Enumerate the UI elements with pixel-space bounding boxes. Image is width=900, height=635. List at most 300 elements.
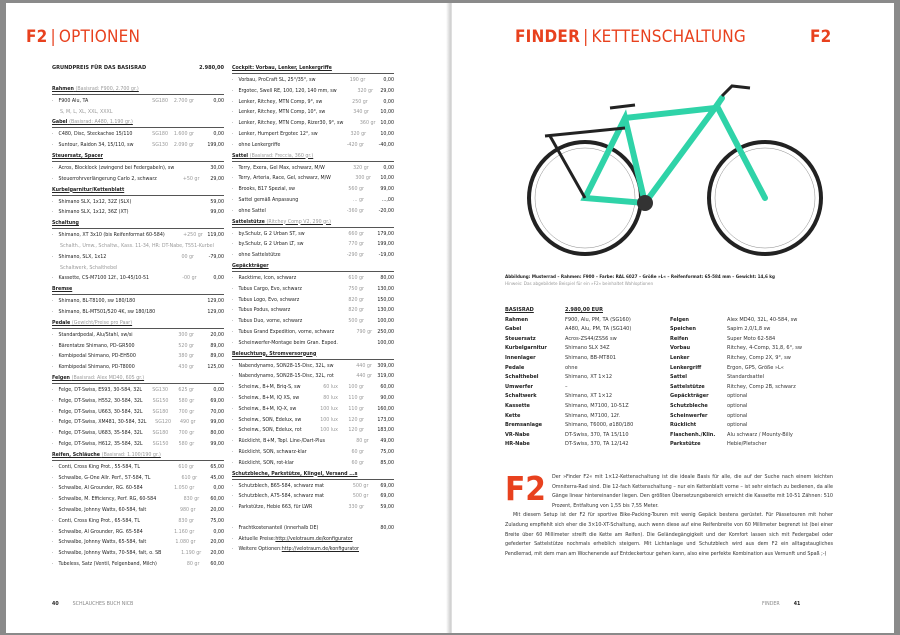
spec-row bbox=[670, 364, 802, 374]
option-name: · Felge, DT-Swiss, H552, 30-584, 32L bbox=[52, 396, 143, 407]
price: 199,00 bbox=[207, 142, 224, 149]
option-row bbox=[232, 239, 394, 250]
weight: 625 gr bbox=[178, 386, 195, 393]
lux-value bbox=[312, 229, 338, 240]
option-row bbox=[52, 559, 224, 570]
weight: -360 gr bbox=[346, 207, 364, 214]
stiffness-grade bbox=[142, 207, 168, 218]
stiffness-grade bbox=[161, 548, 181, 559]
spec-label: Umwerfer bbox=[505, 383, 533, 390]
bike-frame bbox=[585, 98, 765, 203]
option-name: · Aktuelle Preise: bbox=[232, 534, 275, 545]
weight: 440 gr bbox=[356, 373, 372, 380]
option-name: · Schutzblech, B65-584, schwarz mat bbox=[232, 481, 324, 492]
spec-value: Acros-ZS44/ZS56 sw bbox=[565, 335, 617, 342]
option-name: · Felge, DT-Swiss, H612, 35-584, 32L bbox=[52, 439, 143, 450]
lux-value bbox=[312, 206, 338, 217]
price: 99,00 bbox=[380, 186, 394, 193]
option-row bbox=[52, 527, 224, 538]
option-row bbox=[52, 548, 224, 559]
left-page bbox=[6, 3, 448, 633]
option-name: · Acros, Blocklock (zwingend bei Federgabeln), sw bbox=[52, 163, 174, 174]
option-row bbox=[232, 502, 394, 513]
option-row bbox=[232, 173, 394, 184]
weight: 820 gr bbox=[348, 296, 364, 303]
price: 69,00 bbox=[210, 397, 224, 404]
spec-row bbox=[670, 335, 802, 345]
option-row bbox=[232, 491, 394, 502]
weight: 700 gr bbox=[178, 430, 195, 437]
lux-value: 100 lux bbox=[320, 416, 338, 423]
option-row bbox=[52, 473, 224, 484]
section-header bbox=[52, 185, 224, 196]
spec-label: Sattel bbox=[670, 374, 687, 381]
option-name: · Conti, Cross King Prot., 55-584, TL bbox=[52, 462, 142, 473]
lux-value bbox=[312, 250, 338, 261]
spec-row bbox=[670, 412, 802, 422]
weight: 830 gr bbox=[183, 496, 200, 503]
price: 29,00 bbox=[210, 175, 225, 182]
spec-value: Hebie/Pletscher bbox=[727, 441, 767, 448]
price: 20,00 bbox=[210, 506, 224, 513]
spec-value: Ritchey, Comp 2X, 9°, sw bbox=[727, 354, 791, 361]
spec-value: Shimano, M7100, 10-51Z bbox=[565, 402, 629, 409]
option-name: · Ergotec, Swell RE, 100, 120, 140 mm, sw bbox=[232, 86, 337, 97]
photo-caption: Abbildung: Musterrad – Rahmen: F900 – Farbe: RAL 6027 – Größe »L« – Reifenformat: 65-584 mm – Gewicht: 14,6 kg Hinweis: Das abgebildete Beispiel für ein »F2« beinhaltet Wahloptionen bbox=[505, 275, 775, 287]
option-name: · Schwalbe, G-One Allr. Perf., 57-584, TL bbox=[52, 473, 150, 484]
spec-value: optional bbox=[727, 412, 748, 419]
weight: +250 gr bbox=[183, 232, 203, 239]
stiffness-grade: SG130 bbox=[152, 142, 168, 149]
stiffness-grade bbox=[142, 516, 168, 527]
option-name: · Standardpedal, Alu/Stahl, sw/si bbox=[52, 330, 142, 341]
option-name: · Schwalbe, Johnny Watts, 70-584, falt, o. SB bbox=[52, 548, 161, 559]
section-title: Steuersatz, Spacer bbox=[52, 152, 103, 159]
spec-row bbox=[670, 402, 802, 412]
option-name: · Rücklicht, SON, schwarz-klar bbox=[232, 447, 312, 458]
option-row bbox=[52, 230, 224, 241]
option-row bbox=[52, 341, 224, 352]
model-tag: F2 bbox=[810, 27, 832, 47]
spec-value: Standardsattel bbox=[727, 374, 765, 381]
price: 20,00 bbox=[210, 331, 224, 338]
option-row bbox=[232, 140, 394, 151]
stiffness-grade bbox=[174, 163, 190, 174]
lux-value bbox=[325, 107, 347, 118]
weight: 500 gr bbox=[348, 318, 364, 325]
spec-value: optional bbox=[727, 422, 748, 429]
weight: 750 gr bbox=[348, 285, 364, 292]
weight: 820 gr bbox=[348, 307, 364, 314]
stiffness-grade bbox=[142, 351, 168, 362]
option-row bbox=[232, 86, 394, 97]
weight bbox=[342, 523, 366, 534]
option-name: · Nabendynamo, SON28-15-Disc, 32L, sw bbox=[232, 361, 334, 372]
price: 0,00 bbox=[213, 485, 224, 492]
weight: 1.160 gr bbox=[174, 528, 195, 535]
weight: 790 gr bbox=[356, 328, 373, 335]
weight: 360 gr bbox=[359, 120, 376, 127]
option-name: · Brooks, B17 Spezial, sw bbox=[232, 184, 312, 195]
stiffness-grade: SG120 bbox=[155, 419, 171, 426]
price: 0,00 bbox=[213, 528, 224, 535]
stiffness-grade: SG180 bbox=[152, 131, 168, 138]
lux-value bbox=[318, 523, 342, 534]
option-row bbox=[232, 415, 394, 426]
option-name: · Kombipedal Shimano, PD-T8000 bbox=[52, 362, 142, 373]
option-row bbox=[232, 481, 394, 492]
section-header bbox=[52, 218, 224, 229]
section-header bbox=[52, 84, 224, 95]
section-subtitle: (Basisrad: Freccia, 360 gr.) bbox=[249, 152, 314, 159]
weight: -00 gr bbox=[182, 275, 197, 282]
spec-label: Bremsanlage bbox=[505, 422, 543, 429]
spec-value: Ergon, GP5, Größe »L« bbox=[727, 364, 784, 371]
price: 70,00 bbox=[210, 408, 224, 415]
option-row bbox=[232, 118, 394, 129]
footer-text: FINDER bbox=[762, 601, 780, 607]
option-name: · Suntour, Raidon 34, 15/110, sw bbox=[52, 140, 142, 151]
option-row bbox=[232, 534, 394, 545]
spec-label: Gepäckträger bbox=[670, 393, 709, 400]
section-subtitle: (Ritchey Comp V2, 290 gr.) bbox=[266, 218, 332, 225]
price: 59,00 bbox=[380, 504, 394, 511]
option-name: · Shimano, SLX, 1x12 bbox=[52, 252, 142, 263]
weight: 250 gr bbox=[352, 98, 368, 105]
weight: 580 gr bbox=[178, 440, 195, 447]
option-name: · Shimano SLX, 1x12, 32Z (SLX) bbox=[52, 197, 142, 208]
base-price-row bbox=[52, 63, 224, 74]
option-link[interactable]: http://velotraum.de/konfigurator bbox=[275, 535, 353, 542]
weight: 980 gr bbox=[179, 506, 196, 513]
spec-value: optional bbox=[727, 402, 748, 409]
option-name: · Felge, DT-Swiss, E593, 30-584, 32L bbox=[52, 385, 142, 396]
option-name: · Tubus Grand Expedition, vorne, schwarz bbox=[232, 327, 334, 338]
spec-value: DT-Swiss, 370, TA 12/142 bbox=[565, 441, 629, 448]
price: 173,00 bbox=[377, 416, 394, 423]
price: -20,00 bbox=[378, 207, 394, 214]
price: 100,00 bbox=[377, 318, 394, 325]
spec-label: Schalthebel bbox=[505, 374, 539, 381]
lux-value bbox=[324, 491, 346, 502]
price: 65,00 bbox=[210, 463, 224, 470]
description-text: F2 Der »Finder F2« mit 1×12-Kettenschaltung ist die ideale Basis für alle, die auf der Suche nach einem leichten Omniterra-Rad sind. Die 12-fach Kettenschaltung – nur ein Kettenblatt vorne – ist sehr einfach zu bedienen, da alle Gänge linear hintereinander liegen. Den größten Übersetzungsbereich erreicht die Kassette mit 10-51 Zähnen: 510 Prozent, Entfaltung von 1,55 bis 7,55 Meter. Mit diesem Setup ist der F2 für sportive Bike-Packing-Touren mit wenig Gepäck bestens gerüstet. Für Pässetouren mit hoher Zuladung empfiehlt sich eher die 3×10-XT-Schaltung, auch wenn diese auf eine Reifenbreite von 60 Millimeter begrenzt ist (bei einer Breite über 60 Millimeter streift die Kette am Reifen). Die Geländegängigkeit und der Komfort lassen sich mit Federgabel oder gefederter Sattelstütze nochmals erheblich steigern. Mit Lichtanlage und Schutzblech wird aus dem F2 ein alltagstaugliches Pendlerrad, mit dem man am Wochenende auf Entdeckertour gehen kann, also eine perfekte Kombination aus Vernunft und Spaß ;-) bbox=[505, 469, 833, 557]
basisrad-price: 2.980,00 EUR bbox=[565, 307, 603, 313]
spec-row bbox=[505, 431, 633, 441]
spec-value: Alu schwarz / Mounty-Billy bbox=[727, 431, 793, 438]
price: 130,00 bbox=[377, 307, 394, 314]
option-row bbox=[232, 436, 394, 447]
lux-value bbox=[312, 284, 338, 295]
weight: 320 gr bbox=[353, 164, 369, 171]
option-row bbox=[52, 396, 224, 407]
price: 10,00 bbox=[380, 130, 394, 137]
weight: 120 gr bbox=[348, 427, 364, 434]
weight bbox=[168, 197, 194, 208]
option-row bbox=[232, 404, 394, 415]
lux-value bbox=[312, 273, 338, 284]
spec-value: A480, Alu, PM, TA (SG140) bbox=[565, 326, 632, 333]
price: 183,00 bbox=[377, 427, 394, 434]
spec-value: Shimano, XT 1×12 bbox=[565, 393, 613, 400]
stiffness-grade: SG130 bbox=[152, 386, 169, 393]
price: 80,00 bbox=[380, 524, 395, 531]
price: 129,00 bbox=[207, 298, 224, 305]
option-name: · by.Schulz, G 2 Urban LT, sw bbox=[232, 239, 312, 250]
spec-label: Rahmen bbox=[505, 316, 529, 323]
price: -79,00 bbox=[208, 253, 224, 260]
section-header bbox=[232, 151, 394, 162]
spec-value: – bbox=[565, 383, 568, 390]
spec-label: Kette bbox=[505, 412, 521, 419]
option-name: · F900 Alu, TA bbox=[52, 96, 142, 107]
price: 0,00 bbox=[213, 97, 224, 104]
options-column-1 bbox=[52, 63, 224, 570]
option-name: · Conti, Cross King Prot., 65-584, TL bbox=[52, 516, 142, 527]
stiffness-grade bbox=[142, 252, 168, 263]
option-row bbox=[52, 207, 224, 218]
brand-name: FINDER bbox=[515, 27, 581, 47]
weight: 770 gr bbox=[348, 241, 364, 248]
section-title: Schutzbleche, Parkstütze, Klingel, Versand ...s bbox=[232, 470, 358, 477]
lux-value bbox=[334, 371, 353, 382]
option-name: · Schutzblech, A75-584, schwarz mat bbox=[232, 491, 324, 502]
section-subtitle: (Basisrad: 1.100/190 gr.) bbox=[101, 451, 161, 458]
spec-value: Shimano, BB-MT801 bbox=[565, 354, 616, 361]
weight: 330 gr bbox=[348, 504, 365, 511]
price: 319,00 bbox=[377, 373, 395, 380]
option-row bbox=[232, 250, 394, 261]
weight: 700 gr bbox=[178, 408, 195, 415]
option-row bbox=[232, 295, 394, 306]
option-row bbox=[52, 330, 224, 341]
price: 80,00 bbox=[380, 274, 394, 281]
stiffness-grade bbox=[142, 462, 168, 473]
stiffness-grade bbox=[143, 483, 169, 494]
lux-value bbox=[343, 118, 359, 129]
price: ...,00 bbox=[381, 196, 394, 203]
spec-row bbox=[670, 383, 802, 393]
option-name: · Tubus Duo, vorne, schwarz bbox=[232, 316, 312, 327]
option-row bbox=[52, 439, 224, 450]
stiffness-grade bbox=[150, 473, 173, 484]
price: 45,00 bbox=[210, 474, 224, 481]
option-name: · Scheinw., SON, Edelux, sw bbox=[232, 415, 312, 426]
spec-value: Sapim 2,0/1,8 sw bbox=[727, 326, 771, 333]
option-row bbox=[232, 206, 394, 217]
price: 85,00 bbox=[380, 459, 394, 466]
spec-value: ohne bbox=[565, 364, 578, 371]
option-link[interactable]: http://velotraum.de/konfigurator bbox=[281, 546, 359, 553]
weight: 660 gr bbox=[348, 230, 364, 237]
spec-label: Lenkergriff bbox=[670, 364, 702, 371]
option-name: · Frachtkostenanteil (innerhalb DE) bbox=[232, 523, 318, 534]
weight: 430 gr bbox=[178, 364, 194, 371]
option-name: · Bärentatze Shimano, PD-GR500 bbox=[52, 341, 142, 352]
price: 199,00 bbox=[377, 241, 394, 248]
weight: 110 gr bbox=[348, 394, 364, 401]
option-row bbox=[52, 163, 224, 174]
option-row bbox=[232, 195, 394, 206]
weight: 320 gr bbox=[357, 87, 374, 94]
spec-label: Rücklicht bbox=[670, 422, 697, 429]
option-row bbox=[52, 494, 224, 505]
price: 125,00 bbox=[207, 364, 224, 371]
option-row bbox=[52, 428, 224, 439]
section-title: Bremse bbox=[52, 286, 73, 293]
weight: 190 gr bbox=[349, 77, 366, 83]
weight: 560 gr bbox=[348, 186, 364, 193]
price: 0,00 bbox=[213, 131, 224, 138]
option-name: · Felge, DT-Swiss, XM481, 30-584, 32L bbox=[52, 417, 146, 428]
model-name: F2 bbox=[26, 27, 48, 47]
option-name: · Parkstütze, Hebie 663, für LWR bbox=[232, 502, 312, 513]
option-name: · Shimano, XT 3x10 (bis Reifenformat 60-584) bbox=[52, 230, 165, 241]
option-name: · Scheinw., SON, Edelux, rot bbox=[232, 425, 312, 436]
option-row bbox=[52, 129, 224, 140]
spec-label: Kurbelgarnitur bbox=[505, 345, 547, 352]
lux-value bbox=[312, 316, 338, 327]
option-name: · Kassette, CS-M7100 12f., 10-45/10-51 bbox=[52, 273, 149, 284]
option-name: · Schwalbe, M. Efficiency, Perf. RG, 60-584 bbox=[52, 494, 156, 505]
spec-row bbox=[670, 392, 802, 402]
option-name: · Felge, DT-Swiss, U683, 35-584, 32L bbox=[52, 428, 143, 439]
price: 100,00 bbox=[377, 339, 395, 346]
weight: 60 gr bbox=[351, 459, 364, 466]
weight: 2.700 gr bbox=[173, 97, 194, 104]
price: 69,00 bbox=[380, 482, 395, 489]
lux-value bbox=[325, 163, 347, 174]
price: -40,00 bbox=[378, 141, 394, 148]
spec-row bbox=[670, 421, 802, 431]
weight: 830 gr bbox=[178, 517, 194, 524]
option-row bbox=[52, 307, 224, 318]
spec-label: Vorbau bbox=[670, 345, 691, 352]
lux-value bbox=[316, 75, 341, 86]
option-name: · Tubus Cargo, Evo, schwarz bbox=[232, 284, 312, 295]
stiffness-grade: SG180 bbox=[152, 97, 168, 104]
weight: 610 gr bbox=[181, 474, 198, 481]
weight: 440 gr bbox=[356, 362, 372, 369]
option-name: · Nabendynamo, SON28-15-Disc, 32L, rot bbox=[232, 371, 334, 382]
lux-value: 100 lux bbox=[320, 427, 338, 434]
spacer bbox=[232, 513, 394, 523]
lux-value bbox=[312, 184, 338, 195]
section-subtitle: (Basisrad: A480, 1.190 gr.) bbox=[69, 119, 133, 126]
lux-value bbox=[334, 327, 353, 338]
spec-row bbox=[670, 373, 802, 383]
spec-row bbox=[670, 354, 802, 364]
weight: 1.080 gr bbox=[175, 539, 196, 546]
price: 60,00 bbox=[380, 384, 394, 391]
option-row bbox=[52, 273, 224, 284]
weight: 580 gr bbox=[178, 397, 195, 404]
option-row bbox=[232, 273, 394, 284]
spec-row bbox=[670, 316, 802, 326]
stiffness-grade bbox=[156, 494, 177, 505]
option-name: · Scheinw., B+M, Briq-S, sw bbox=[232, 382, 312, 393]
drop-cap: F2 bbox=[505, 469, 546, 508]
option-name: · Schwalbe, Johnny Watts, 65-584, falt bbox=[52, 537, 146, 548]
option-row bbox=[232, 163, 394, 174]
weight bbox=[356, 338, 374, 349]
option-row bbox=[52, 197, 224, 208]
spec-row bbox=[505, 325, 633, 335]
option-row bbox=[52, 417, 224, 428]
section-header bbox=[52, 450, 224, 461]
item-note: S, M, L, XL, XXL, XXXL bbox=[60, 108, 113, 115]
weight: 1.050 gr bbox=[174, 485, 195, 492]
price: 60,00 bbox=[210, 560, 224, 567]
section-title: Pedale bbox=[52, 319, 71, 326]
stiffness-grade bbox=[142, 330, 168, 341]
weight: -420 gr bbox=[346, 141, 364, 148]
stiffness-grade bbox=[149, 273, 173, 284]
spec-label: Schaltwerk bbox=[505, 393, 537, 400]
price: 0,00 bbox=[383, 164, 395, 171]
spec-value: Shimano, M7100, 12f. bbox=[565, 412, 620, 419]
option-row bbox=[232, 107, 394, 118]
price: 99,00 bbox=[210, 419, 224, 426]
price: 309,00 bbox=[377, 362, 395, 369]
price: 20,00 bbox=[210, 550, 224, 557]
option-row bbox=[52, 96, 224, 107]
lux-value bbox=[312, 502, 338, 513]
stiffness-grade bbox=[146, 505, 171, 516]
price: 10,00 bbox=[380, 109, 395, 116]
section-header bbox=[232, 469, 394, 480]
option-name: · Terry, Arteria, Race, Gel, schwarz, M/W bbox=[232, 173, 331, 184]
lux-value bbox=[312, 295, 338, 306]
option-name: · Schwalbe, Johnny Watts, 60-584, falt bbox=[52, 505, 146, 516]
option-name: · ohne Lenkergriffe bbox=[232, 140, 312, 151]
item-note: Schalth., Umw., Schaltw., Kass. 11-34, HR: DT-Nabe, T551-Kurbel bbox=[60, 242, 214, 249]
option-name: · Scheinwerfer-Montage beim Gran. Exped. bbox=[232, 338, 338, 349]
spec-value: Shimano, XT 1×12 bbox=[565, 374, 613, 381]
spec-value: DT-Swiss, 370, TA 15/110 bbox=[565, 431, 629, 438]
lux-value bbox=[322, 97, 345, 108]
weight bbox=[168, 207, 194, 218]
option-name: · by.Schulz, G 2 Urban ST, sw bbox=[232, 229, 312, 240]
page-title: F2 | OPTIONEN bbox=[26, 27, 141, 47]
weight: 100 gr bbox=[348, 384, 364, 391]
weight: 1.190 gr bbox=[181, 550, 202, 557]
option-row bbox=[232, 544, 394, 555]
option-name: · Scheinw., B+M, IQ-X, sw bbox=[232, 404, 312, 415]
stiffness-grade bbox=[143, 527, 169, 538]
price: 0,00 bbox=[383, 77, 394, 83]
section-title: Gepäckträger bbox=[232, 262, 269, 269]
option-name: · Shimano, BL-MT501/520 4K, sw 180/180 bbox=[52, 307, 155, 318]
spec-row bbox=[670, 344, 802, 354]
section-header bbox=[52, 284, 224, 295]
spec-label: Felgen bbox=[670, 316, 689, 323]
stiffness-grade: SG150 bbox=[152, 397, 169, 404]
lux-value bbox=[312, 305, 338, 316]
price: 29,00 bbox=[380, 87, 394, 94]
stiffness-grade bbox=[146, 537, 171, 548]
spec-row bbox=[505, 402, 633, 412]
spec-row bbox=[505, 373, 633, 383]
option-row bbox=[232, 305, 394, 316]
option-row bbox=[232, 75, 394, 86]
weight: 520 gr bbox=[178, 342, 194, 349]
spec-row bbox=[670, 440, 802, 450]
option-row bbox=[232, 129, 394, 140]
price: 75,00 bbox=[380, 448, 394, 455]
option-row bbox=[232, 371, 394, 382]
price: 75,00 bbox=[210, 517, 224, 524]
